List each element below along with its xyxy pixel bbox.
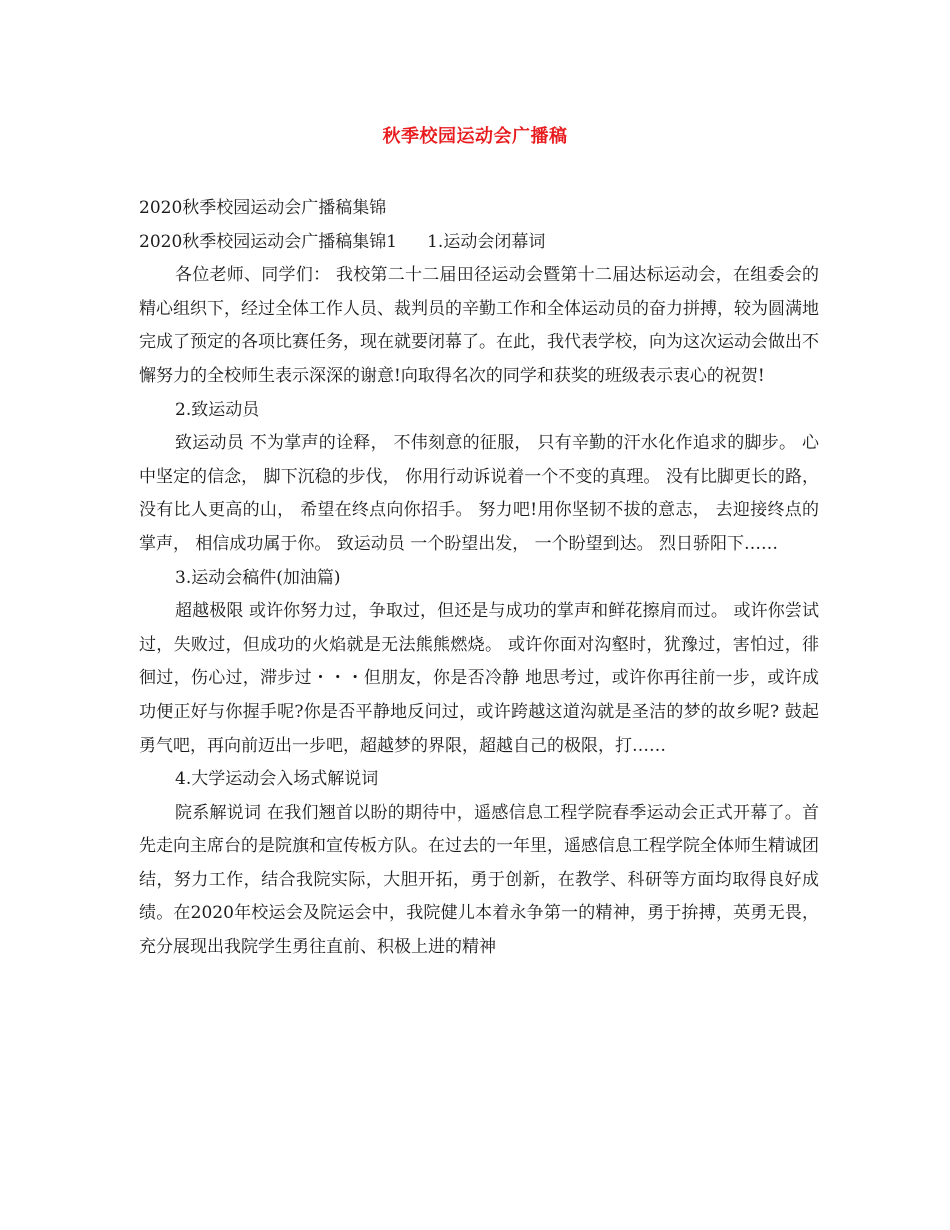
section-heading-2: 2.致运动员: [175, 399, 260, 420]
subtitle: 2020秋季校园运动会广播稿集锦: [139, 198, 387, 218]
paragraph-to-athletes: 致运动员 不为掌声的诠释， 不伟刻意的征服， 只有辛勤的汗水化作追求的脚步。 心中坚定的信念， 脚下沉稳的步伐， 你用行动诉说着一个不变的真理。 没有比脚更长的路， 没有比人更高的山， 希望在终点向你招手。 努力吧!用你坚韧不拔的意志， 去迎接终点的掌声， 相信成功属于你。 致运动员 一个盼望出发， 一个盼望到达。 烈日骄阳下……: [139, 433, 819, 554]
paragraph-entrance-commentary: 院系解说词 在我们翘首以盼的期待中，遥感信息工程学院春季运动会正式开幕了。首先走向主席台的是院旗和宣传板方队。在过去的一年里，遥感信息工程学院全体师生精诚团结，努力工作，结合我院实际，大胆开拓，勇于创新，在教学、科研等方面均取得良好成绩。在2020年校运会及院运会中，我院健儿本着永争第一的精神，勇于拚搏，英勇无畏，充分展现出我院学生勇往直前、积极上进的精神: [139, 802, 819, 958]
section-heading-3: 3.运动会稿件(加油篇): [175, 567, 341, 588]
heading-line: [139, 226, 819, 260]
collection-heading: 2020秋季校园运动会广播稿集锦1: [139, 231, 398, 252]
section-heading-4: 4.大学运动会入场式解说词: [175, 769, 379, 790]
document-body: [139, 192, 819, 965]
paragraph-closing-speech: 各位老师、同学们： 我校第二十二届田径运动会暨第十二届达标运动会，在组委会的精心组织下，经过全体工作人员、裁判员的辛勤工作和全体运动员的奋力拼搏，较为圆满地完成了预定的各项比赛任务，现在就要闭幕了。在此，我代表学校，向为这次运动会做出不懈努力的全校师生表示深深的谢意!向取得名次的同学和获奖的班级表示衷心的祝贺!: [139, 265, 819, 386]
paragraph-cheer: 超越极限 或许你努力过，争取过，但还是与成功的掌声和鲜花擦肩而过。 或许你尝试过，失败过，但成功的火焰就是无法熊熊燃烧。 或许你面对沟壑时，犹豫过，害怕过，徘徊过，伤心过，滞步过・・・但朋友，你是否冷静 地思考过，或许你再往前一步，或许成功便正好与你握手呢?你是否平静地反问过，或许跨越这道沟就是圣洁的梦的故乡呢? 鼓起勇气吧，再向前迈出一步吧，超越梦的界限，超越自己的极限，打……: [139, 601, 819, 756]
document-title: 秋季校园运动会广播稿: [382, 126, 568, 147]
section-heading-1: 1.运动会闭幕词: [427, 231, 546, 252]
